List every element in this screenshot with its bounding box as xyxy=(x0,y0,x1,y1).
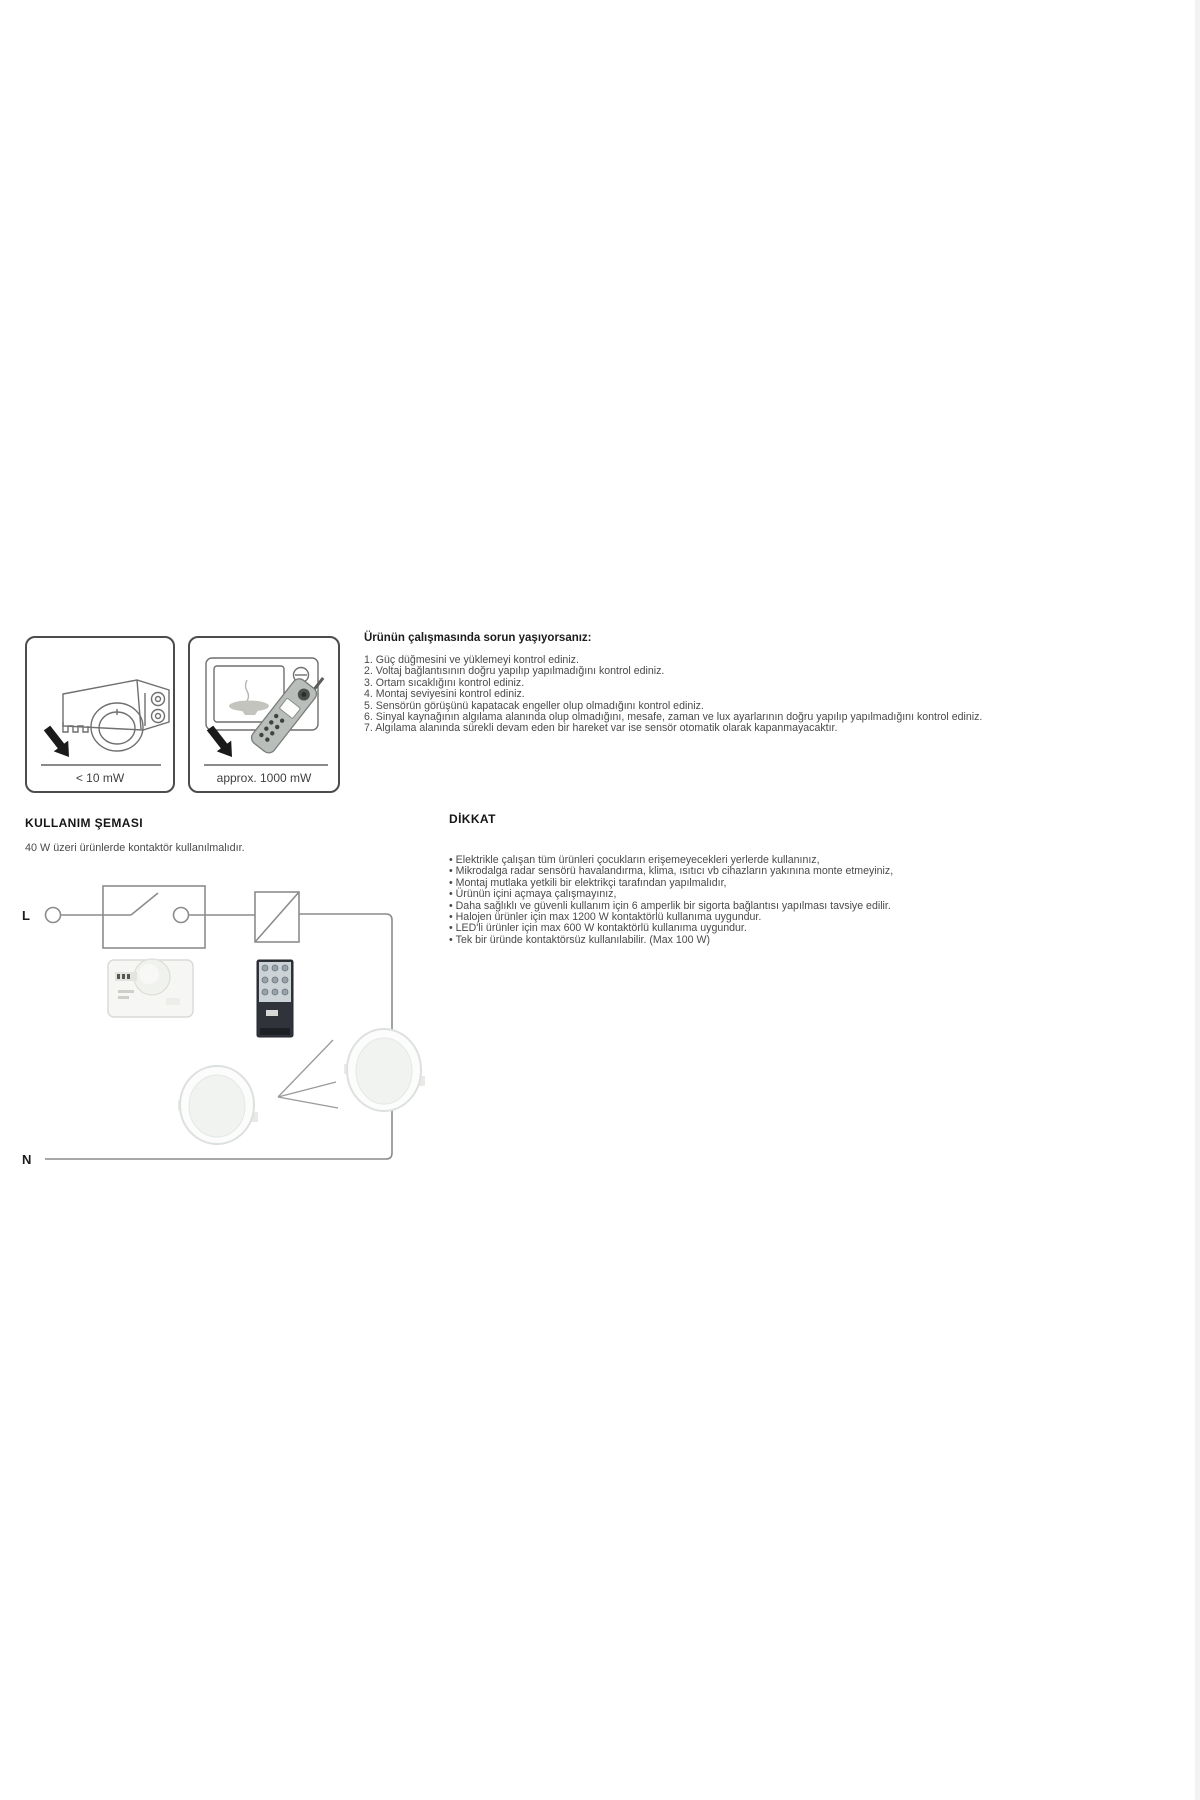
troubleshooting-item: 7. Algılama alanında sürekli devam eden bir hareket var ise sensör otomatik olarak kapanmayacaktır. xyxy=(364,722,838,735)
neutral-label: N xyxy=(22,1152,32,1167)
troubleshooting-item: 5. Sensörün görüşünü kapatacak engeller olup olmadığını kontrol ediniz. xyxy=(364,699,704,712)
line-terminal xyxy=(46,908,61,923)
warning-item: • Montaj mutlaka yetkili bir elektrikçi tarafından yapılmalıdır, xyxy=(449,878,893,889)
warnings-list xyxy=(449,855,893,946)
power-box-household-devices xyxy=(188,636,340,793)
sensor-switch-symbol xyxy=(103,886,205,948)
scan-edge xyxy=(1195,0,1200,1800)
led-downlight-left xyxy=(178,1066,258,1144)
warning-item: • Mikrodalga radar sensörü havalandırma, klima, ısıtıcı vb cihazların yakınına monte etmeyiniz, xyxy=(449,866,893,877)
microwave-oven-and-phone-icon xyxy=(190,638,338,791)
troubleshooting-item: 1. Güç düğmesini ve yüklemeyi kontrol ediniz. xyxy=(364,654,579,666)
warning-item: • Elektrikle çalışan tüm ürünleri çocukların erişemeyecekleri yerlerde kullanınız, xyxy=(449,855,893,866)
warnings-title: DİKKAT xyxy=(449,812,496,826)
usage-schema-subtitle: 40 W üzeri ürünlerde kontaktör kullanılmalıdır. xyxy=(25,842,245,854)
microwave-sensor-photo xyxy=(108,959,193,1017)
warning-item: • Ürünün içini açmaya çalışmayınız, xyxy=(449,889,893,900)
warning-item: • Daha sağlıklı ve güvenli kullanım için 6 amperlik bir sigorta bağlantısı yapılması tavsiye edilir. xyxy=(449,901,893,912)
warning-item: • Halojen ürünler için max 1200 W kontaktörlü kullanıma uygundur. xyxy=(449,912,893,923)
line-label: L xyxy=(22,908,30,923)
troubleshooting-item: 6. Sinyal kaynağının algılama alanında olup olmadığını, mesafe, zaman ve lux ayarlarının doğru yapılıp yapılmadığını kontrol ediniz. xyxy=(364,711,983,724)
warning-item: • LED'li ürünler için max 600 W kontaktörlü kullanıma uygundur. xyxy=(449,923,893,934)
power-box-household-caption: approx. 1000 mW xyxy=(216,771,312,785)
down-right-arrow-icon xyxy=(44,726,69,757)
troubleshooting-list xyxy=(364,655,982,735)
wiring-diagram xyxy=(0,870,460,1200)
usage-schema-title: KULLANIM ŞEMASI xyxy=(25,816,143,830)
troubleshooting-item: 4. Montaj seviyesini kontrol ediniz. xyxy=(364,688,525,701)
led-downlight-right xyxy=(344,1029,425,1111)
power-box-sensor-caption: < 10 mW xyxy=(75,771,125,785)
contactor-symbol xyxy=(255,892,299,942)
warning-item: • Tek bir üründe kontaktörsüz kullanılabilir. (Max 100 W) xyxy=(449,935,893,946)
power-box-sensor xyxy=(25,636,175,793)
troubleshooting-item: 2. Voltaj bağlantısının doğru yapılıp yapılmadığını kontrol ediniz. xyxy=(364,665,665,678)
radar-sensor-line-drawing-icon xyxy=(27,638,173,791)
contactor-photo xyxy=(257,960,293,1037)
branch-lines xyxy=(278,1040,338,1108)
bowl-foot xyxy=(241,709,259,715)
troubleshooting-item: 3. Ortam sıcaklığını kontrol ediniz. xyxy=(364,676,525,689)
troubleshooting-title: Ürünün çalışmasında sorun yaşıyorsanız: xyxy=(364,632,592,644)
